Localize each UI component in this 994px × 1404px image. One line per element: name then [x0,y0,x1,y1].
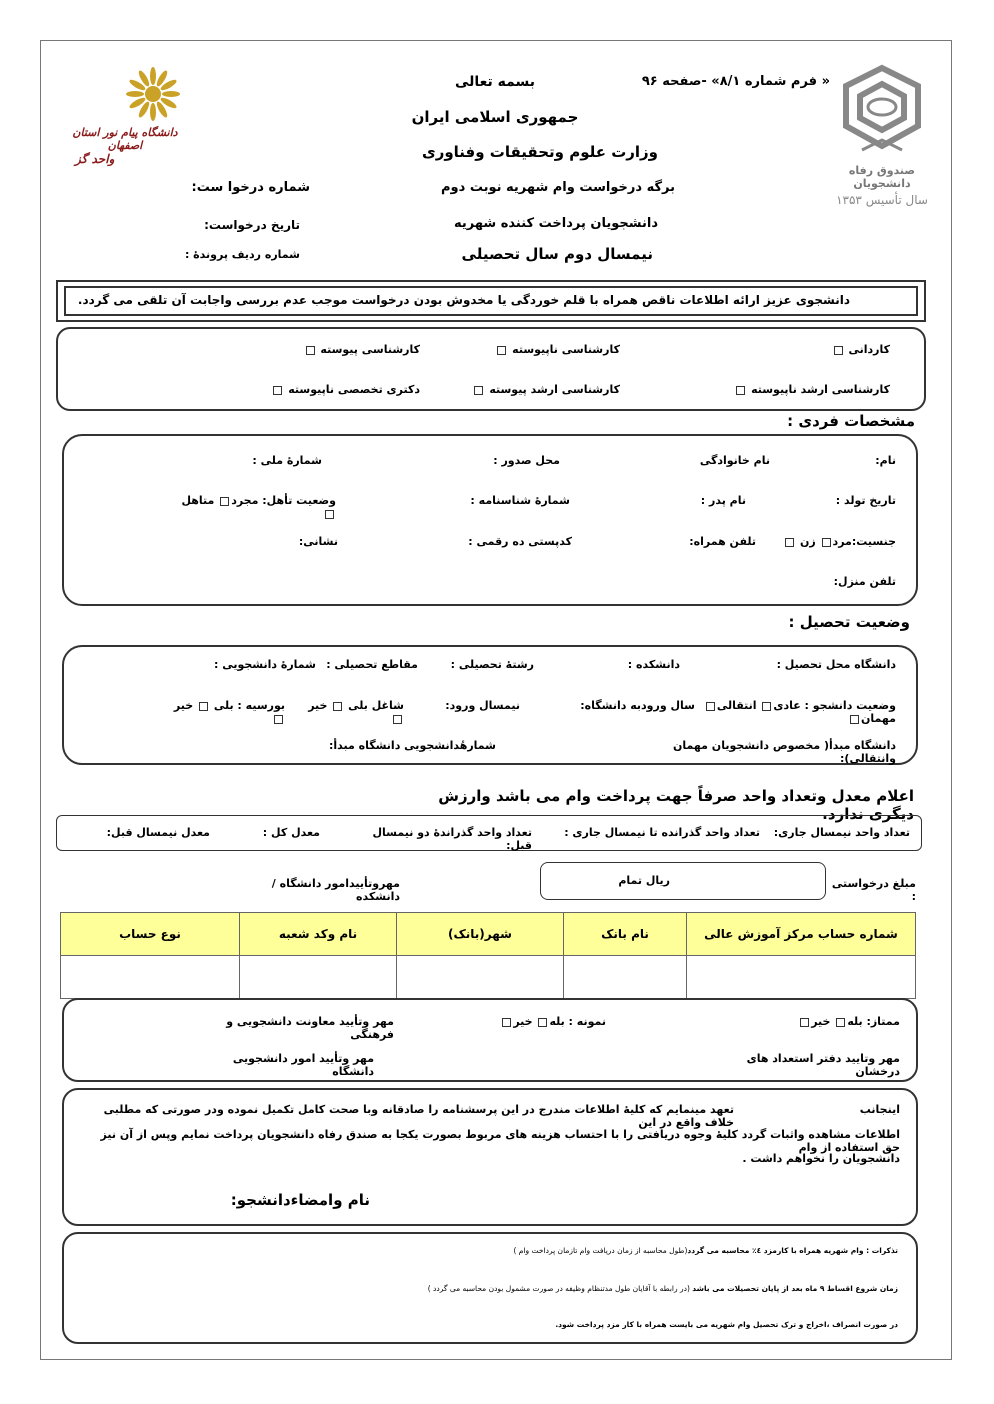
bismillah: بسمه تعالی [454,74,536,90]
right-logo-line2: سال تأسیس ۱۳۵۳ [836,193,928,207]
left-logo-line1: دانشگاه پیام نور استان اصفهان [72,126,178,152]
top-no-label: خیر [811,1015,831,1028]
employed-field[interactable] [300,699,404,725]
signature-label: نام وامضاءدانشجو: [230,1191,370,1209]
model-student-field[interactable] [470,1015,606,1028]
right-logo-line1: صندوق رفاه دانشجویان [848,164,916,190]
pledge-line1: تعهد مینمایم که کلیهٔ اطلاعات مندرج در این پرسشنامه را صادقانه وبا صحت کامل تکمیل نموده ودر صورتی که مطلبی خلاف واقع در این [103,1103,734,1129]
transfer-label: انتقالی [716,699,757,712]
male-checkbox[interactable] [822,538,831,547]
marital-field[interactable] [180,494,336,520]
napeyvasteh-checkbox[interactable] [497,346,506,355]
scholarship-no-checkbox[interactable] [274,715,283,724]
top-no-checkbox[interactable] [800,1018,809,1027]
welfare-fund-emblem-icon [832,62,932,160]
account-number-cell[interactable] [687,956,916,999]
bank-name-cell[interactable] [564,956,687,999]
request-date-label: تاریخ درخواست: [204,218,300,232]
talent-stamp-label: مهر وتایید دفتر استعداد های درخشان [746,1052,900,1078]
request-number-label: شماره درخوا ست: [191,180,310,195]
gender-label: جنسیت:مرد [832,535,896,548]
affairs-stamp-label: مهر وتأیید امور دانشجویی دانشگاه [232,1052,374,1078]
model-no-checkbox[interactable] [502,1018,511,1027]
degree-doctora[interactable] [260,383,420,396]
status-field[interactable] [700,699,896,725]
degree-peyvasteh[interactable] [280,343,420,356]
form-title: برگه درخواست وام شهریه نوبت دوم [441,180,675,195]
employed-yes-label: شاغل بلی [348,699,404,712]
ministry-title: وزارت علوم وتحقیقات وفناوری [421,143,659,161]
bank-table-header-row [61,913,916,956]
faculty-field[interactable]: دانشکده : [627,658,680,671]
employed-no-checkbox[interactable] [393,715,402,724]
scholarship-field[interactable] [160,699,285,725]
home-phone-field[interactable]: تلفن منزل: [833,575,896,588]
single-checkbox[interactable] [220,497,229,506]
amount-value: ریال تمام [618,874,670,887]
form-number: « فرم شماره ۸/۱» -صفحه ۹۶ [641,74,830,89]
mobile-field[interactable]: تلفن همراه: [689,535,756,548]
degree-arshad-peyvasteh[interactable] [460,383,620,396]
origin-university-field[interactable]: دانشگاه مبدأ( مخصوص دانشجویان مهمان وانتقالی): [673,739,896,765]
university-field[interactable]: دانشگاه محل تحصیل : [776,658,896,671]
arshad-peyvasteh-label: کارشناسی ارشد پیوسته [489,383,620,396]
top-student-field[interactable] [760,1015,900,1028]
top-yes-label: ممتاز: بله [847,1015,900,1028]
amount-input[interactable] [540,862,826,900]
bank-col-bank-name: نام بانک [564,913,687,956]
father-field[interactable]: نام پدر : [700,494,746,507]
id-number-field[interactable]: شمارهٔ شناسنامه : [470,494,570,507]
transfer-checkbox[interactable] [706,702,715,711]
welfare-fund-logo [822,62,942,212]
pledge-line2: اطلاعات مشاهده واثبات گردد کلیهٔ وجوه دریافتی را با احتساب هزینه های مربوط بصورت یکجا به صندق رفاه دانشجویان پرداخت نمایم وپس از آن نیز حق استفاده از وام [100,1128,900,1154]
sunburst-icon [55,62,195,122]
left-logo-line2: واحد گز [75,152,115,166]
payame-noor-logo [55,62,195,172]
female-checkbox[interactable] [785,538,794,547]
address-field[interactable]: نشانی: [298,535,338,548]
marital-label: وضعیت تأهل: مجرد [231,494,336,507]
doctora-label: دکتری تخصصی ناپیوسته [288,383,420,396]
subtitle: دانشجویان پرداخت کننده شهریه [454,216,658,231]
note-2-rest: (در رابطه با آقایان طول مدتنظام وظیفه در صورت مشمول بودن محاسبه می گردد ) [427,1284,690,1293]
note-3: در صورت انصراف ،اخراج و ترک تحصیل وام شهریه می بایست همراه با کار مزد پرداخت شود. [555,1320,898,1329]
deputy-stamp-label: مهر وتأیید معاونت دانشجویی و فرهنگی [226,1015,394,1041]
married-checkbox[interactable] [325,510,334,519]
passed-two-field[interactable]: تعداد واحد گذراندهٔ دو نیمسال قبل: [372,826,532,852]
guest-label: مهمان [861,712,896,725]
degree-box [56,327,926,411]
current-units-field[interactable]: تعداد واحد نیمسال جاری: [773,826,910,839]
national-id-field[interactable]: شمارهٔ ملی : [252,454,322,467]
pledge-lead: اینجانب [859,1103,900,1116]
doctora-checkbox[interactable] [273,386,282,395]
scholarship-yes-checkbox[interactable] [199,702,208,711]
country-title: جمهوری اسلامی ایران [411,108,579,126]
napeyvasteh-label: کارشناسی ناپیوسته [512,343,620,356]
major-field[interactable]: رشتهٔ تحصیلی : [450,658,534,671]
scholarship-no-label: خیر [173,699,194,712]
bank-col-city: شهر(بانک) [397,913,564,956]
note-1-bold: تذکرات : وام شهریه همراه با کارمزد ٤٪ محاسبه می گردد [687,1246,898,1255]
guest-checkbox[interactable] [850,715,859,724]
origin-student-no-field[interactable]: شمارهٔدانشجویی دانشگاه مبدأ: [328,739,496,752]
notice-text: دانشجوی عزیز ارائه اطلاعات ناقص همراه با قلم خوردگی یا مخدوش بودن درخواست موجب عدم بررسی واجابت آن تلقی می گردد. [77,293,850,307]
level-field[interactable]: مقاطع تحصیلی : [326,658,418,671]
semester-title: نیمسال دوم سال تحصیلی [461,245,653,263]
peyvasteh-label: کارشناسی پیوسته [320,343,420,356]
arshad-napeyvasteh-label: کارشناسی ارشد ناپیوسته [751,383,890,396]
degree-arshad-napeyvasteh[interactable] [720,383,890,396]
student-no-field[interactable]: شمارهٔ دانشجویی : [213,658,316,671]
amount-label: مبلغ درخواستی : [831,877,916,903]
kardani-label: کاردانی [848,343,890,356]
bank-col-account-type: نوع حساب [61,913,240,956]
issue-place-field[interactable]: محل صدور : [493,454,560,467]
bank-col-branch: نام وکد شعبه [240,913,397,956]
gpa-total-field[interactable]: معدل کل : [262,826,320,839]
note-1 [100,1246,898,1255]
peyvasteh-checkbox[interactable] [306,346,315,355]
married-label: متاهل [181,494,215,507]
pledge-line3: دانشجویان را نخواهم داشت . [742,1152,900,1165]
bank-table-row [61,956,916,999]
degree-napeyvasteh[interactable] [470,343,620,356]
top-yes-checkbox[interactable] [836,1018,845,1027]
postal-field[interactable]: کدپستی ده رقمی : [468,535,572,548]
education-section-title: وضعیت تحصیل : [788,613,910,631]
entry-term-field[interactable]: نیمسال ورود: [445,699,520,712]
gpa-prev-field[interactable]: معدل نیمسال قبل: [106,826,210,839]
family-field[interactable]: نام خانوادگی [699,454,770,467]
model-no-label: خیر [513,1015,533,1028]
bank-col-account-number: شماره حساب مرکز آموزش عالی [687,913,916,956]
note-2-bold: زمان شروع اقساط ۹ ماه بعد از پایان تحصیلات می باشد [692,1284,898,1293]
account-type-cell[interactable] [61,956,240,999]
entry-year-field[interactable]: سال ورودبه دانشگاه: [580,699,695,712]
city-cell[interactable] [397,956,564,999]
degree-kardani[interactable] [790,343,890,356]
note-1-rest: (طول محاسبه از زمان دریافت وام تازمان پرداخت وام ) [513,1246,688,1255]
bank-account-table [60,912,916,999]
regular-checkbox[interactable] [762,702,771,711]
university-stamp-label: مهروتأییدامور دانشگاه /دانشکده [271,877,400,903]
arshad-peyvasteh-checkbox[interactable] [474,386,483,395]
gender-field[interactable] [780,535,896,548]
file-row-label: شماره ردیف پروندهٔ : [184,248,300,261]
name-field[interactable]: نام: [875,454,896,467]
personal-section-title: مشخصات فردی : [787,412,915,430]
kardani-checkbox[interactable] [834,346,843,355]
status-regular-label: وضعیت دانشجو : عادی [773,699,896,712]
female-label: زن [799,535,816,548]
model-yes-label: نمونه : بله [549,1015,606,1028]
gpa-note: اعلام معدل وتعداد واحد صرفاً جهت پرداخت وام می باشد وارزش دیگری ندارد. [438,787,914,823]
employed-yes-checkbox[interactable] [333,702,342,711]
passed-total-field[interactable]: تعداد واحد گذرانده تا نیمسال جاری : [564,826,760,839]
birth-date-field[interactable]: تاریخ تولد : [835,494,896,507]
arshad-napeyvasteh-checkbox[interactable] [736,386,745,395]
note-2 [100,1284,898,1293]
scholarship-yes-label: بورسیه : بلی [213,699,285,712]
model-yes-checkbox[interactable] [538,1018,547,1027]
employed-no-label: خیر [308,699,328,712]
branch-cell[interactable] [240,956,397,999]
